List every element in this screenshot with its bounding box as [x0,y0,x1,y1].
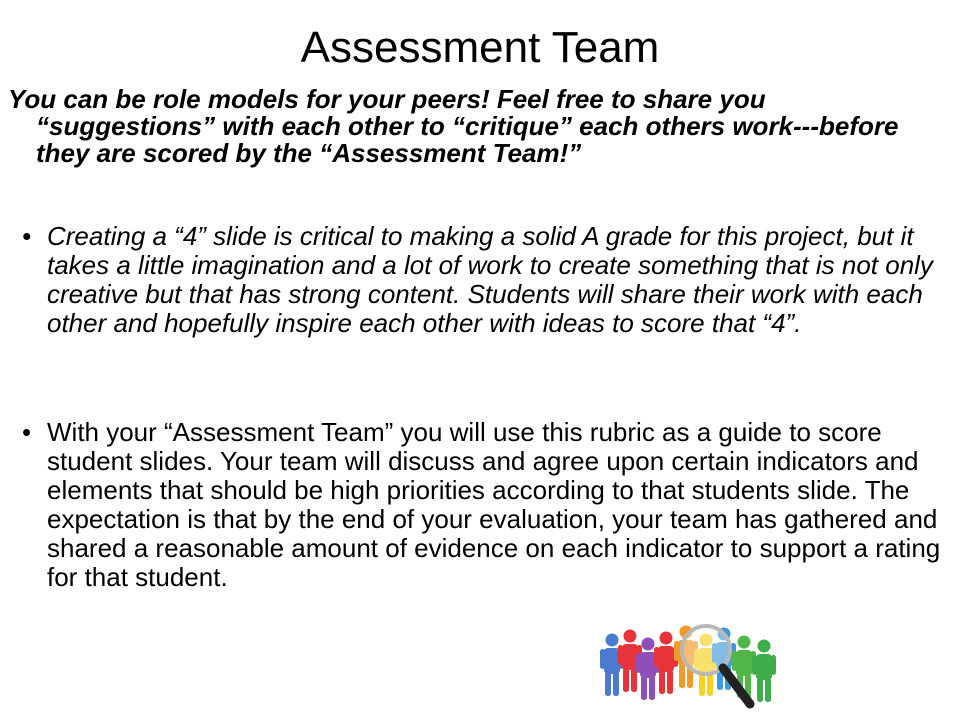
person-figure [654,632,678,695]
bullet-marker: • [22,417,32,447]
person-figure [752,640,776,703]
intro-text [8,86,948,167]
team-magnifying-glass-icon [598,616,780,716]
intro-line-rest: “suggestions” with each other to “critique” each others work---before they are scored by the “Assessment Team!” [36,111,899,168]
team-figures-illustration [598,616,780,716]
slide-title: Assessment Team [300,23,660,72]
bullet-text: Creating a “4” slide is critical to making a solid A grade for this project, but it takes a little imagination and a lot of work to create something that is not only creative but that has strong content. Students will share their work with each other and hopefully inspire each other with ideas to score that “4”. [47,221,933,338]
bullet-text: With your “Assessment Team” you will use this rubric as a guide to score student slides. Your team will discuss and agree upon certain indicators and elements that should be high priorities according to that students slide. The expectation is that by the end of your evaluation, your team has gathered and shared a reasonable amount of evidence on each indicator to support a rating for that student. [47,417,941,592]
bullet-marker: • [22,221,32,251]
bullet-item [22,222,942,338]
intro-line-1: You can be role models for your peers! Feel free to share you [8,84,766,114]
bullet-item [22,418,942,592]
